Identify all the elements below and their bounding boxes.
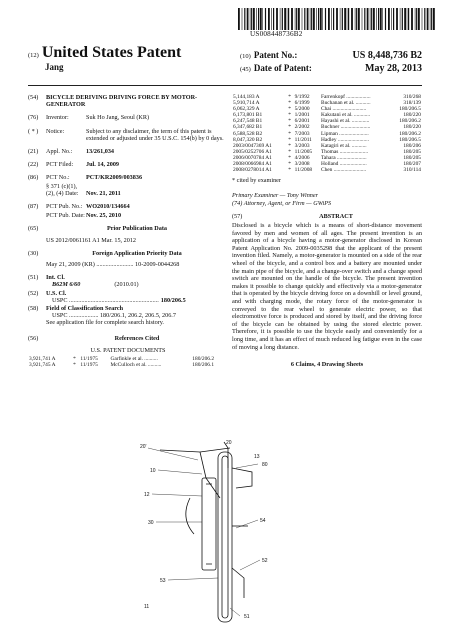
barcode-bar [364,8,365,30]
bibliographic-column [28,94,228,368]
field-56: (56) References Cited [28,334,160,342]
field-54: (54) BICYCLE DERIVING DRIVING FORCE BY MOTOR-GENERATOR [28,94,228,108]
barcode-bar [424,8,425,30]
label-20-prime: 20' [140,444,147,450]
barcode-bar [262,8,263,30]
barcode-bar [356,8,357,30]
barcode-bar [427,8,429,30]
pct-filed: Jul. 14, 2009 [86,161,120,169]
barcode-bar [316,8,317,30]
primary-examiner: Primary Examiner — Tony Winner [232,192,319,200]
field-65: (65) Prior Publication Data [28,225,168,233]
table-row: 2005/0252706 A1 * 11/2005 Thomas ..................... 180/205 [233,148,421,155]
label-30: 30 [148,520,154,526]
barcode-bar [273,8,274,30]
field-76: (76) Inventor: Suk Ho Jang, Seoul (KR) [28,114,228,121]
barcode-bar [396,8,398,30]
barcode-bar [320,8,322,30]
barcode-bar [258,8,259,30]
priority-line: May 21, 2009 (KR) ........................ 10-2009-0044268 [46,261,180,269]
motor-bands [206,484,212,564]
field-86: (86) PCT No.: PCT/KR2009/003836 [28,174,228,181]
table-row: 2003/0047369 A1 * 3/2003 Katagiri et al. ........... 180/206 [233,142,421,149]
cited-note: * cited by examiner [232,177,281,185]
barcode-bar [380,8,382,30]
left-references-table [28,356,228,368]
top-tube [160,448,230,452]
table-row: 6,347,682 B1 * 2/2002 Buchner ...................... 180/220 [233,124,421,131]
table-row: 3,921,741 A * 11/1975 Garfinkle et al. .......... 180/206.2 [29,356,215,363]
pct-pub-no: WO2010/134664 [86,203,130,211]
table-row: 6,062,329 A * 5/2000 Chai ......................... 180/206.5 [233,106,421,113]
inventor-surname: Jang [45,62,64,72]
barcode-bar [310,8,311,30]
barcode-bar [265,8,266,30]
claims-summary: 6 Claims, 4 Drawing Sheets [290,361,364,369]
abstract-heading-row: (57) ABSTRACT [232,213,422,220]
appl-no: 13/261,034 [86,148,115,156]
barcode-bar [304,8,305,30]
publication-number: US008448736B2 [250,30,303,38]
barcode-bar [408,8,409,30]
barcode-bar [358,8,360,30]
table-row: 5,144,183 A * 9/1992 Farrenkopf .................. 310/268 [233,94,421,100]
barcode-bar [373,8,375,30]
header-rule [28,85,422,86]
barcode-bar [311,8,312,30]
us-patent-docs-heading: U.S. PATENT DOCUMENTS [90,346,166,354]
field-22: (22) PCT Filed: Jul. 14, 2009 [28,161,228,168]
int-cl: B62M 6/60 (2010.01) [52,281,139,289]
barcode-bar [433,8,435,30]
label-13: 13 [254,454,260,460]
table-row: 3,921,745 A * 11/1975 McCulloch et al. .......... 180/206.1 [29,362,215,369]
label-52: 52 [262,558,268,564]
pct-no: PCT/KR2009/003836 [86,174,143,182]
barcode-bar [391,8,392,30]
barcode-bar [347,8,348,30]
barcode-bar [284,8,286,30]
barcode-bar [331,8,332,30]
barcode-bar [402,8,403,30]
barcode-bar [313,8,315,30]
pct-pub-date: PCT Pub. Date: Nov. 25, 2010 [46,212,122,220]
barcode-bar [251,8,252,30]
barcode-bar [253,8,255,30]
label-12: 12 [144,492,150,498]
field-52: (52) U.S. Cl. [28,289,67,297]
prior-pub-line: US 2012/0061161 A1 Mar. 15, 2012 [46,236,137,244]
barcode-bar [385,8,386,30]
label-20: 20 [226,440,232,446]
barcode-bar [416,8,417,30]
table-row: 2008/0278014 A1 * 11/2008 Chen ........................ 310/114 [233,167,421,174]
motor-generator [202,478,216,570]
barcode-bar [260,8,262,30]
barcode-bar [355,8,356,30]
barcode-bar [333,8,334,30]
barcode-bar [344,8,346,30]
us-cl: USPC .......................................................... 180/206.5 [52,296,186,304]
barcode-bar [288,8,289,30]
table-row: 6,588,528 B2 * 7/2003 Lipman ...................... 180/206.2 [233,130,421,137]
barcode-bar [376,8,377,30]
table-row: 6,173,801 B1 * 1/2001 Kakutani et al. ............ 180/220 [233,112,421,119]
label-51: 51 [244,614,250,620]
barcode-bar [367,8,369,30]
field-51: (51) Int. Cl. [28,274,65,282]
patent-no: US 8,448,736 B2 [352,50,422,61]
section-371: § 371 (c)(1), [46,182,78,190]
barcode-bar [276,8,278,30]
chain [186,498,194,534]
barcode-bar [382,8,383,30]
invention-title: BICYCLE DERIVING DRIVING FORCE BY MOTOR-GENERATOR [46,94,198,109]
date-label: Date of Patent: [253,63,312,73]
table-row: 2008/0066984 A1 * 3/2008 Holland .................... 180/207 [233,161,421,168]
label-80: 80 [262,462,268,468]
barcode-bar [268,8,270,30]
barcode-bar [291,8,293,30]
search-line1: USPC ................... 180/206.1, 206.2, 206.5, 206.7 [52,312,176,320]
barcode-bar [342,8,343,30]
patent-no-label: Patent No.: [253,50,298,60]
field-58: (58) Field of Classification Search [28,305,124,313]
barcode-bar [431,8,432,30]
barcode-bar [351,8,353,30]
barcode-bar [336,8,338,30]
barcode [238,8,436,30]
barcode-bar [348,8,349,30]
table-row: 5,910,714 A * 6/1999 Buchanan et al. ........... 318/139 [233,100,421,107]
barcode-bar [430,8,431,30]
barcode-bar [238,8,240,30]
table-row: 2006/0070784 A1 * 4/2006 Tahara ...................... 180/205 [233,154,421,161]
right-column [232,94,422,368]
references-table [232,94,422,173]
barcode-bar [325,8,326,30]
barcode-bar [307,8,309,30]
barcode-bar [318,8,319,30]
abstract-heading: ABSTRACT [319,212,353,220]
field-30: (30) Foreign Application Priority Data [28,249,182,257]
barcode-bar [422,8,423,30]
barcode-bar [244,8,245,30]
barcode-bar [322,8,323,30]
barcode-bar [295,8,296,30]
barcode-bar [400,8,401,30]
patent-header [28,44,181,72]
barcode-bar [415,8,416,30]
barcode-bar [388,8,390,30]
label-10: 10 [150,468,156,474]
barcode-bar [302,8,303,30]
barcode-bar [378,8,379,30]
barcode-bar [298,8,300,30]
barcode-bar [256,8,257,30]
field-87: (87) PCT Pub. No.: WO2010/134664 [28,203,228,210]
patent-title: United States Patent [41,44,182,61]
barcode-bar [407,8,408,30]
barcode-bar [404,8,406,30]
notice-text: Subject to any disclaimer, the term of this patent is extended or adjusted under 35 U.S.C. 154(b) by 0 days. [86,127,224,142]
barcode-bar [247,8,249,30]
table-row: 6,247,548 B1 * 6/2001 Hayashi et al. ............. 180/206.2 [233,118,421,125]
search-line2: See application file for complete search history. [46,319,164,327]
barcode-bar [370,8,371,30]
barcode-bar [411,8,413,30]
wheel [218,452,232,622]
patent-date: May 28, 2013 [365,63,422,74]
label-11: 11 [144,604,150,610]
barcode-bar [418,8,420,30]
barcode-bar [340,8,341,30]
barcode-bar [280,8,281,30]
table-row: 8,047,320 B2 * 11/2011 Hadley ....................... 180/206.5 [233,136,421,143]
section-371-date: (2), (4) Date: Nov. 21, 2011 [46,189,121,197]
barcode-bar [271,8,272,30]
patent-id-block [240,50,422,76]
barcode-bar [328,8,330,30]
code-45: (45) [240,66,251,73]
field-21: (21) Appl. No.: 13/261,034 [28,148,228,155]
barcode-bar [371,8,372,30]
code-10: (10) [240,53,251,60]
abstract-text: Disclosed is a bicycle which is a means of short-distance movement favored by men and women of all ages. The present invention is an application of a bicycle having a motor-generator disclosed in Korean Patent Application No. 2009-0035298 that the applicant of the present invention filed. Namely, a motor-generator is mounted on a side of the rear wheel of the bicycle, and a control box and a battery are mounted under the main pipe of the bicycle, and a change-over switch and a change speed switch are mounted on the handle of the bicycle. The present invention makes it possible to change quickly and effectively via a motor-generator that is operated by the bicycle driving force on a downhill or level ground, and with charging mode, the rotary force of the motor-generator is conveyed to the rear wheel to generate electric power, so that electromotive force is produced and stored by itself, and the driving force of the bicycle can be obtained by using the stored electric power. Therefore, it is possible to use the bicycle easily and conveniently for a long time, and it has an effect of much reduced leg fatigue even in the case of moving a long distance. [232,222,422,351]
lower-stay [232,568,244,598]
barcode-bar [362,8,363,30]
inventor: Suk Ho Jang, Seoul (KR) [86,114,150,122]
barcode-bar [296,8,297,30]
attorney: (74) Attorney, Agent, or Firm — GWiPS [232,199,332,207]
label-54: 54 [260,518,266,524]
barcode-bar [250,8,251,30]
barcode-bar [242,8,243,30]
wheel-rim [222,456,228,618]
field-notice: ( * ) Notice: Subject to any disclaimer, the term of this patent is extended or adjusted under 35 U.S.C. 154(b) by 0 days. [28,128,228,142]
barcode-bar [393,8,394,30]
barcode-bar [287,8,288,30]
code-12: (12) [28,52,39,59]
bicycle-wheel-drawing [140,438,320,624]
barcode-bar [282,8,283,30]
bracket [232,468,252,488]
label-53: 53 [160,578,166,584]
